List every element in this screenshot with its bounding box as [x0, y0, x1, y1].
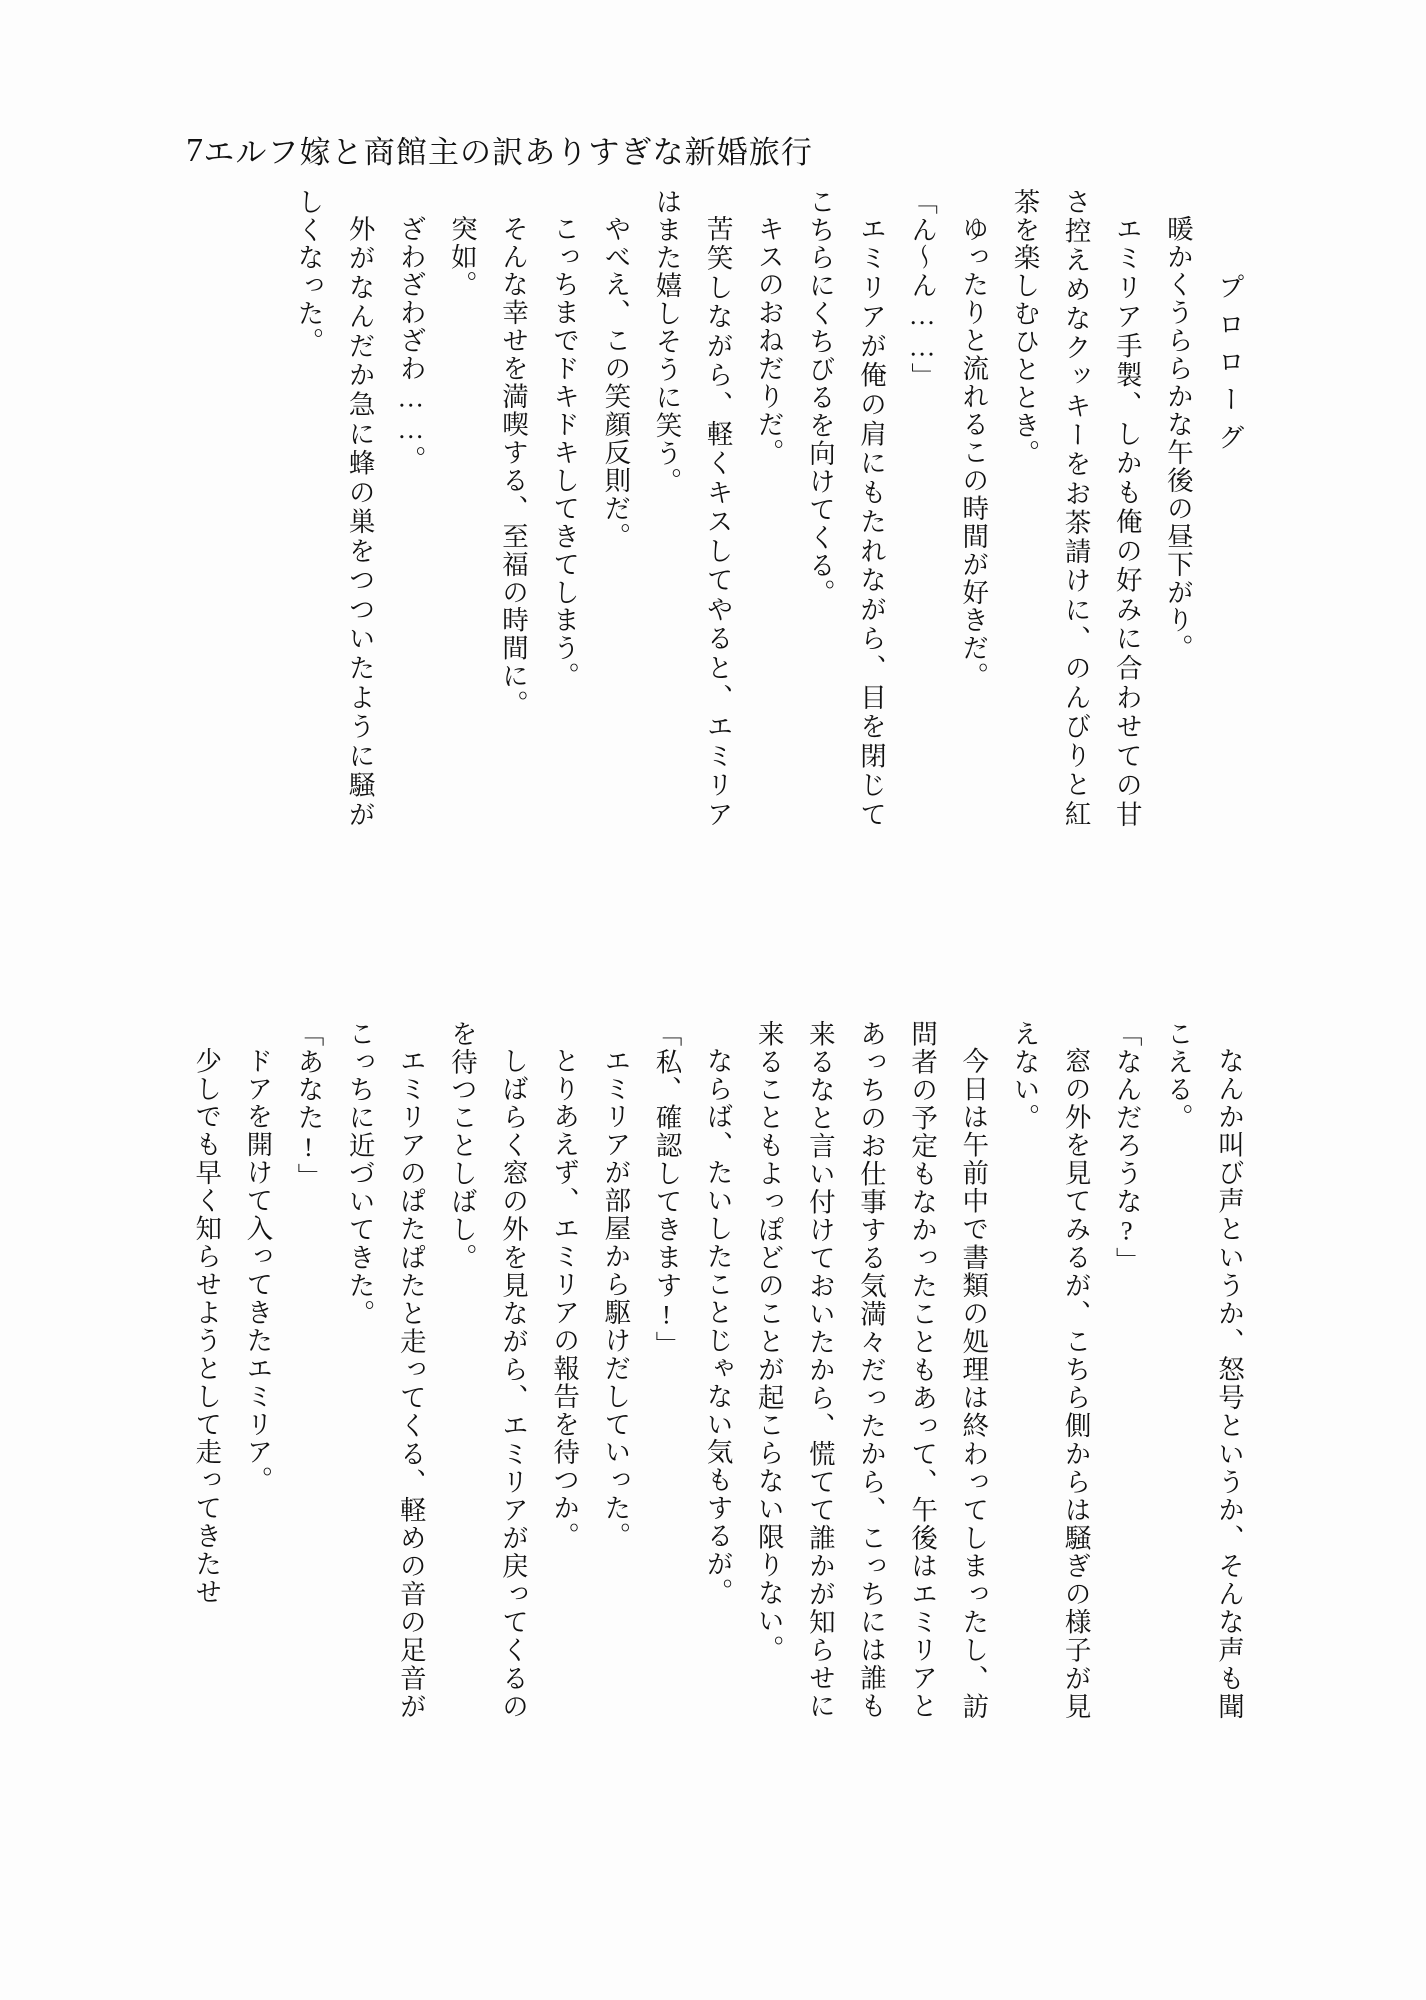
paragraph: 窓の外を見てみるが、こちら側からは騒ぎの様子が見えない。 [1009, 1020, 1091, 1720]
paragraph: こっちまでドキドキしてきてしまう。 [549, 214, 580, 690]
paragraph: エミリアが部屋から駆けだしていった。 [600, 1046, 631, 1550]
paragraph: エミリアが俺の肩にもたれながら、目を閉じてこちらにくちびるを向けてくる。 [804, 188, 887, 828]
paragraph: 今日は午前中で書類の処理は終わってしまったし、訪問者の予定もなかったこともあって、午後はエミリアとあっちのお仕事する気満々だったから、こっちには誰も来るなと言い付けておいたから、慌てて誰かが知らせに来ることもよっぽどのことが起こらない限りない。 [753, 1020, 989, 1720]
dialogue-line: 「なんだろうな?」 [1111, 1020, 1142, 1276]
running-header [186, 122, 813, 170]
paragraph: キスのおねだりだ。 [753, 214, 784, 467]
paragraph: 少しでも早く知らせようとして走ってきたせ [191, 1046, 222, 1606]
paragraph: やべえ、この笑顔反則だ。 [600, 214, 631, 550]
dialogue-line: 「私、確認してきます!」 [651, 1020, 682, 1359]
dialogue-line: 「ん～ん……」 [907, 188, 938, 391]
page-number: 7 [186, 132, 204, 169]
paragraph: ドアを開けて入ってきたエミリア。 [242, 1046, 273, 1494]
chapter-heading: プロローグ [1214, 272, 1244, 461]
paragraph: 苦笑しながら、軽くキスしてやると、エミリアはまた嬉しそうに笑う。 [651, 188, 733, 828]
dialogue-line: 「あなた!」 [293, 1020, 324, 1192]
paragraph: 突如。 [446, 214, 477, 299]
paragraph: とりあえず、エミリアの報告を待つか。 [549, 1046, 580, 1550]
paragraph: ならば、たいしたことじゃない気もするが。 [702, 1046, 733, 1606]
paragraph: エミリアのぱたぱたと走ってくる、軽めの音の足音がこっちに近づいてきた。 [344, 1020, 426, 1720]
body-text-block-top [293, 188, 1254, 828]
paragraph: ざわざわざわ……。 [395, 214, 426, 474]
paragraph: 暖かくうららかな午後の昼下がり。 [1162, 214, 1193, 662]
body-text-block-bottom [191, 1020, 1254, 1720]
paragraph: なんか叫び声というか、怒号というか、そんな声も聞こえる。 [1162, 1020, 1244, 1720]
paragraph: エミリア手製、しかも俺の好みに合わせての甘さ控えめなクッキーをお茶請けに、のんびりと紅茶を楽しむひととき。 [1009, 188, 1142, 828]
paragraph: ゆったりと流れるこの時間が好きだ。 [958, 214, 989, 690]
paragraph: そんな幸せを満喫する、至福の時間に。 [498, 214, 529, 718]
paragraph: しばらく窓の外を見ながら、エミリアが戻ってくるのを待つことしばし。 [446, 1020, 529, 1720]
paragraph: 外がなんだか急に蜂の巣をつついたように騒がしくなった。 [293, 188, 375, 828]
book-running-title: エルフ嫁と商館主の訳ありすぎな新婚旅行 [203, 135, 813, 170]
